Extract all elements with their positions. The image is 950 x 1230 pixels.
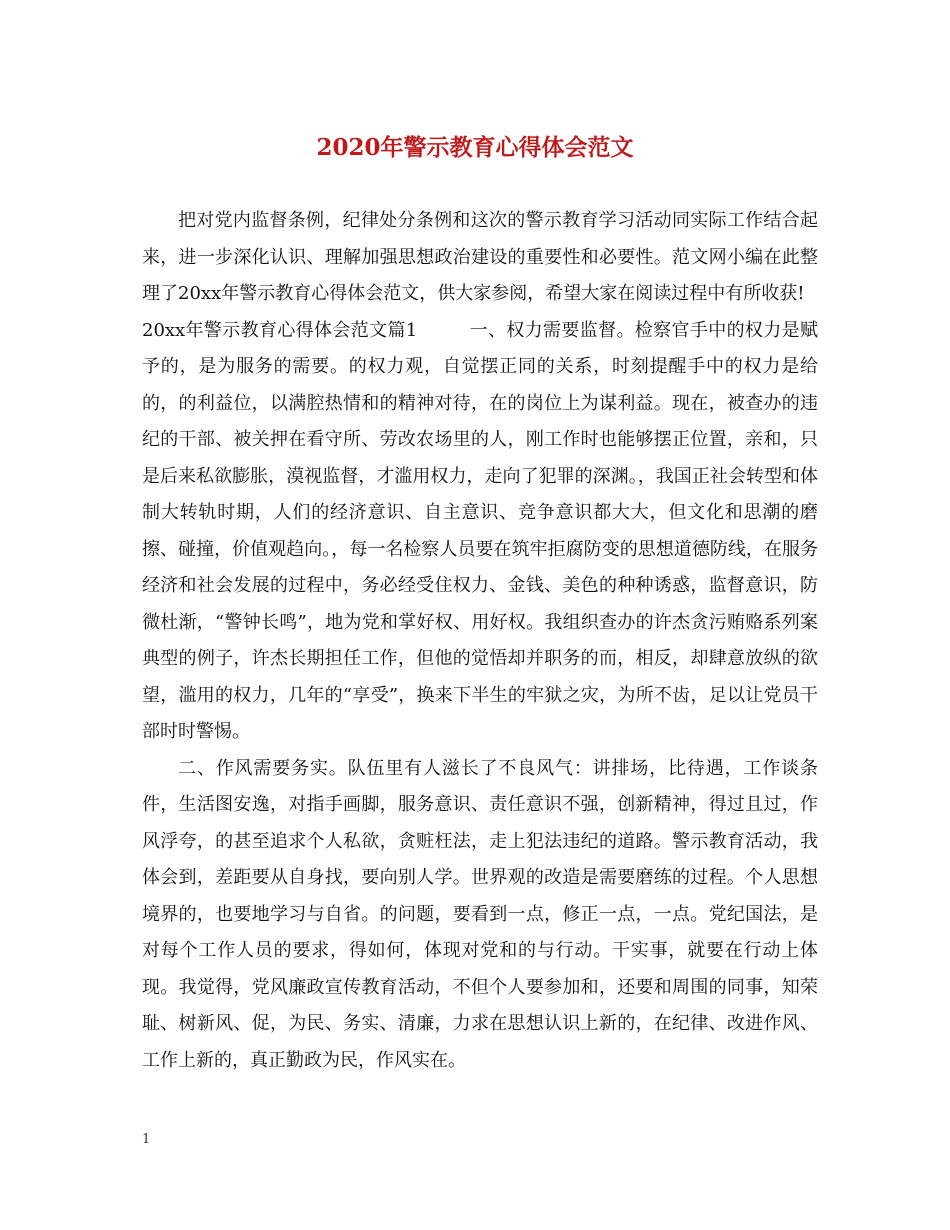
section-one-text: 一、权力需要监督。检察官手中的权力是赋予的，是为服务的需要。的权力观，自觉摆正同的关系，时刻提醒手中的权力是给的，的利益位，以满腔热情和的精神对待，在的岗位上为谋利益。现在，被查办的违纪的干部、被关押在看守所、劳改农场里的人，刚工作时也能够摆正位置，亲和，只是后来私欲膨胀，漠视监督，才滥用权力，走向了犯罪的深渊。，我国正社会转型和体制大转轨时期，人们的经济意识、自主意识、竞争意识都大大，但文化和思潮的磨擦、碰撞，价值观趋向。，每一名检察人员要在筑牢拒腐防变的思想道德防线，在服务经济和社会发展的过程中，务必经受住权力、金钱、美色的种种诱惑，监督意识，防微杜渐，“警钟长鸣”，地为党和掌好权、用好权。我组织查办的许杰贪污贿赂系列案典型的例子，许杰长期担任工作，但他的觉悟却并职务的而，相反，却肆意放纵的欲望，滥用的权力，几年的“享受”，换来下半生的牢狱之灾，为所不齿，足以让党员干部时时警惕。: [142, 319, 818, 742]
intro-paragraph: 把对党内监督条例，纪律处分条例和这次的警示教育学习活动同实际工作结合起来，进一步深化认识、理解加强思想政治建设的重要性和必要性。范文网小编在此整理了20xx年警示教育心得体会范文，供大家参阅，希望大家在阅读过程中有所收获!: [142, 210, 818, 304]
section-heading: 20xx年警示教育心得体会范文篇1: [142, 319, 418, 341]
document-title: 2020年警示教育心得体会范文: [316, 134, 634, 161]
page-number: 1: [142, 1132, 151, 1147]
section-two-paragraph: 二、作风需要务实。队伍里有人滋长了不良风气：讲排场，比待遇，工作谈条件，生活图安逸，对指手画脚，服务意识、责任意识不强，创新精神，得过且过，作风浮夸，的甚至追求个人私欲，贪赃枉法，走上犯法违纪的道路。警示教育活动，我体会到，差距要从自身找，要向别人学。世界观的改造是需要磨练的过程。个人思想境界的，也要地学习与自省。的问题，要看到一点，修正一点，一点。党纪国法，是对每个工作人员的要求，得如何，体现对党和的与行动。干实事，就要在行动上体现。我觉得，党风廉政宣传教育活动，不但个人要参加和，还要和周围的同事，知荣耻、树新风、促，为民、务实、清廉，力求在思想认识上新的，在纪律、改进作风、工作上新的，真正勤政为民，作风实在。: [142, 757, 818, 1071]
document-body: [142, 203, 818, 1079]
section-one-paragraph: [142, 313, 818, 751]
